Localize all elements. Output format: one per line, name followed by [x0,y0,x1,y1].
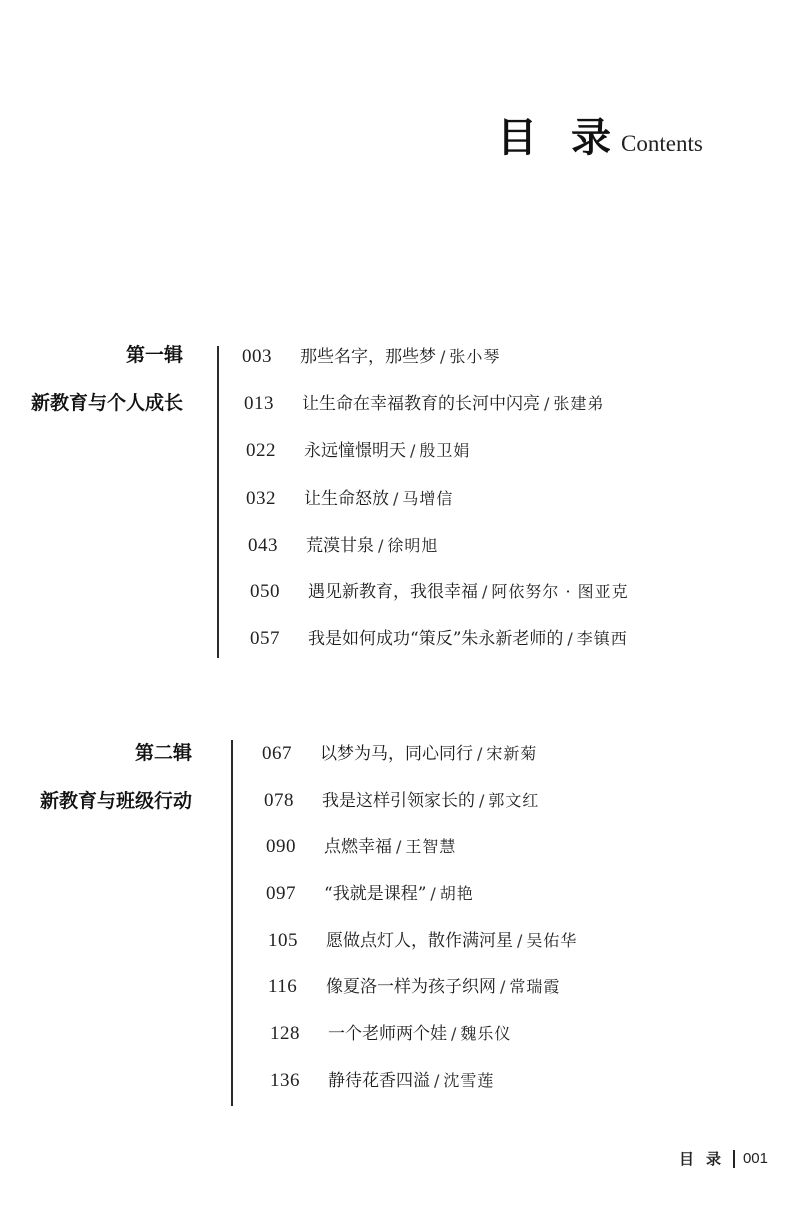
toc-title: 我是这样引领家长的 [322,791,475,811]
toc-page-number: 067 [262,743,292,764]
toc-entry[interactable] [248,531,438,557]
toc-author: 魏乐仪 [460,1024,512,1043]
title-english: Contents [621,131,703,156]
footer-divider [733,1150,735,1168]
toc-separator: / [393,489,399,508]
page-footer [679,1148,768,1169]
toc-entry[interactable] [270,1019,511,1045]
toc-page-number: 057 [250,628,280,649]
toc-page-number: 097 [266,883,296,904]
toc-title: 遇见新教育，我很幸福 [308,582,478,602]
toc-title: 点燃幸福 [324,837,392,857]
toc-entry[interactable] [250,624,628,650]
section-1-name: 新教育与个人成长 [30,392,183,414]
toc-separator: / [434,1071,440,1090]
toc-separator: / [440,347,446,366]
toc-page-number: 003 [242,346,272,367]
toc-entry[interactable] [242,342,500,368]
toc-author: 常瑞霞 [509,977,561,996]
toc-page-number: 050 [250,581,280,602]
section-2-name: 新教育与班级行动 [39,790,192,812]
toc-entry[interactable] [264,786,539,812]
toc-page-number: 013 [244,393,274,414]
toc-author: 徐明旭 [387,536,439,555]
toc-page-number: 043 [248,535,278,556]
toc-entry[interactable] [268,972,560,998]
page-title [497,106,703,163]
toc-author: 沈雪莲 [443,1071,495,1090]
toc-separator: / [451,1024,457,1043]
toc-entry[interactable] [246,436,470,462]
toc-page-number: 078 [264,790,294,811]
toc-page-number: 090 [266,836,296,857]
toc-page-number: 128 [270,1023,300,1044]
toc-separator: / [477,744,483,763]
toc-entry[interactable] [250,577,629,603]
toc-author: 吴佑华 [526,931,578,950]
toc-title: 静待花香四溢 [328,1071,430,1091]
footer-label: 目录 [678,1150,733,1168]
toc-author: 张小琴 [449,347,501,366]
toc-entry[interactable] [246,484,453,510]
toc-title: 像夏洛一样为孩子织网 [326,977,496,997]
toc-title: 让生命怒放 [304,489,389,509]
toc-separator: / [482,582,488,601]
toc-author: 李镇西 [576,629,628,648]
toc-entry[interactable] [268,926,577,952]
toc-title: 让生命在幸福教育的长河中闪亮 [302,394,540,414]
toc-title: 一个老师两个娃 [328,1024,447,1044]
section-2-divider [231,740,233,1106]
toc-author: 阿依努尔 · 图亚克 [491,582,629,601]
toc-title: 我是如何成功“策反”朱永新老师的 [308,629,564,649]
toc-title: “我就是课程” [324,884,427,904]
section-2-number: 第二辑 [134,742,192,764]
toc-title: 那些名字，那些梦 [300,347,436,367]
section-1-number: 第一辑 [125,344,183,366]
toc-author: 张建弟 [553,394,605,413]
toc-title: 以梦为马，同心同行 [320,744,473,764]
toc-separator: / [479,791,485,810]
toc-title: 愿做点灯人，散作满河星 [326,931,513,951]
toc-author: 殷卫娟 [419,441,471,460]
toc-separator: / [410,441,416,460]
section-1-label [31,341,183,417]
toc-entry[interactable] [262,739,537,765]
section-1-divider [217,346,219,658]
footer-page-number: 001 [742,1150,768,1167]
toc-title: 永远憧憬明天 [304,441,406,461]
toc-page-number: 105 [268,930,298,951]
toc-separator: / [567,629,573,648]
toc-author: 马增信 [402,489,454,508]
toc-entry[interactable] [266,879,474,905]
toc-separator: / [396,837,402,856]
toc-page-number: 032 [246,488,276,509]
toc-page-number: 116 [268,976,298,997]
toc-author: 郭文红 [488,791,540,810]
toc-page-number: 136 [270,1070,300,1091]
title-chinese: 目录 [497,115,645,161]
toc-separator: / [378,536,384,555]
toc-entry[interactable] [270,1066,494,1092]
section-2-label [40,739,192,815]
toc-entry[interactable] [266,832,456,858]
toc-title: 荒漠甘泉 [306,536,374,556]
toc-page-number: 022 [246,440,276,461]
toc-separator: / [544,394,550,413]
toc-author: 胡艳 [439,884,474,903]
toc-separator: / [517,931,523,950]
toc-author: 王智慧 [405,837,457,856]
toc-separator: / [500,977,506,996]
toc-separator: / [430,884,436,903]
toc-entry[interactable] [244,389,604,415]
toc-author: 宋新菊 [486,744,538,763]
